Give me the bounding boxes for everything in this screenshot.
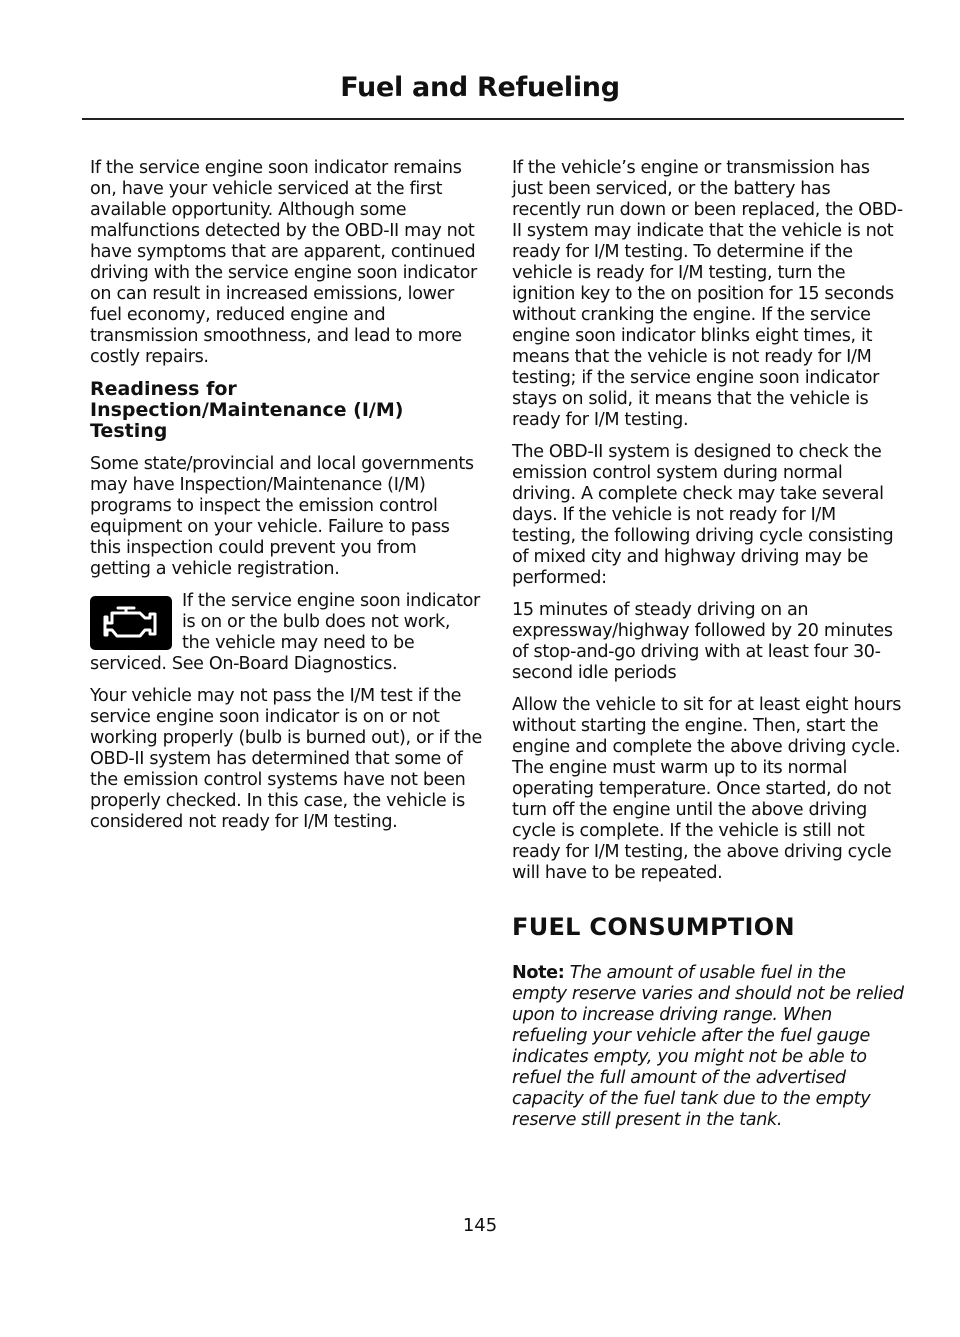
note-text: The amount of usable fuel in the empty reserve varies and should not be relied upon to increase driving range. When refueling your vehicle after the fuel gauge indicates empty, you might not be able to refuel the full amount of the advertised capacity of the fuel tank due to the empty reserve still present in the tank. <box>512 963 904 1130</box>
indicator-note-paragraph: If the service engine soon indicator is on or the bulb does not work, the vehicle may need to be serviced. See On-Board Diagnostics. <box>90 591 480 674</box>
header-divider <box>82 118 904 120</box>
repeat-cycle-paragraph: Allow the vehicle to sit for at least eight hours without starting the engine. Then, start the engine and complete the above driving cycle. The engine must warm up to its normal operating temperature. Once started, do not turn off the engine until the above driving cycle is complete. If the vehicle is still not ready for I/M testing, the above driving cycle will have to be repeated. <box>512 695 902 883</box>
not-ready-paragraph: Your vehicle may not pass the I/M test if the service engine soon indicator is on or not working properly (bulb is burned out), or if the OBD-II system has determined that some of the emission control systems have not been properly checked. In this case, the vehicle is considered not ready for I/M testing. <box>90 686 482 832</box>
note-label: Note: <box>512 963 565 983</box>
fuel-consumption-heading: FUEL CONSUMPTION <box>512 913 795 941</box>
obd-system-paragraph: The OBD-II system is designed to check the emission control system during normal driving. A complete check may take several days. If the vehicle is not ready for I/M testing, the following driving cycle consisting of mixed city and highway driving may be performed: <box>512 442 894 588</box>
serviced-vehicle-paragraph: If the vehicle’s engine or transmission has just been serviced, or the battery has recently run down or been replaced, the OBD-II system may indicate that the vehicle is not ready for I/M testing. To determine if the vehicle is ready for I/M testing, turn the ignition key to the on position for 15 seconds without cranking the engine. If the service engine soon indicator blinks eight times, it means that the vehicle is not ready for I/M testing; if the service engine soon indicator stays on solid, it means that the vehicle is ready for I/M testing. <box>512 158 903 430</box>
engine-warning-icon <box>90 596 172 650</box>
right-column <box>512 158 904 1142</box>
im-programs-paragraph: Some state/provincial and local governments may have Inspection/Maintenance (I/M) programs to inspect the emission control equipment on your vehicle. Failure to pass this inspection could prevent you from getting a vehicle registration. <box>90 454 474 579</box>
im-testing-subheading: Readiness for Inspection/Maintenance (I/M) Testing <box>90 378 404 442</box>
indicator-note-block <box>90 591 482 686</box>
page-number: 145 <box>462 1215 498 1236</box>
intro-paragraph: If the service engine soon indicator remains on, have your vehicle serviced at the first available opportunity. Although some malfunctions detected by the OBD-II may not have symptoms that are apparent, continued driving with the service engine soon indicator on can result in increased emissions, lower fuel economy, reduced engine and transmission smoothness, and lead to more costly repairs. <box>90 158 477 367</box>
fuel-note <box>512 963 904 1131</box>
left-column <box>90 158 482 844</box>
driving-cycle-paragraph: 15 minutes of steady driving on an expressway/highway followed by 20 minutes of stop-and-go driving with at least four 30-second idle periods <box>512 600 893 683</box>
page-section-title: Fuel and Refueling <box>340 72 620 103</box>
